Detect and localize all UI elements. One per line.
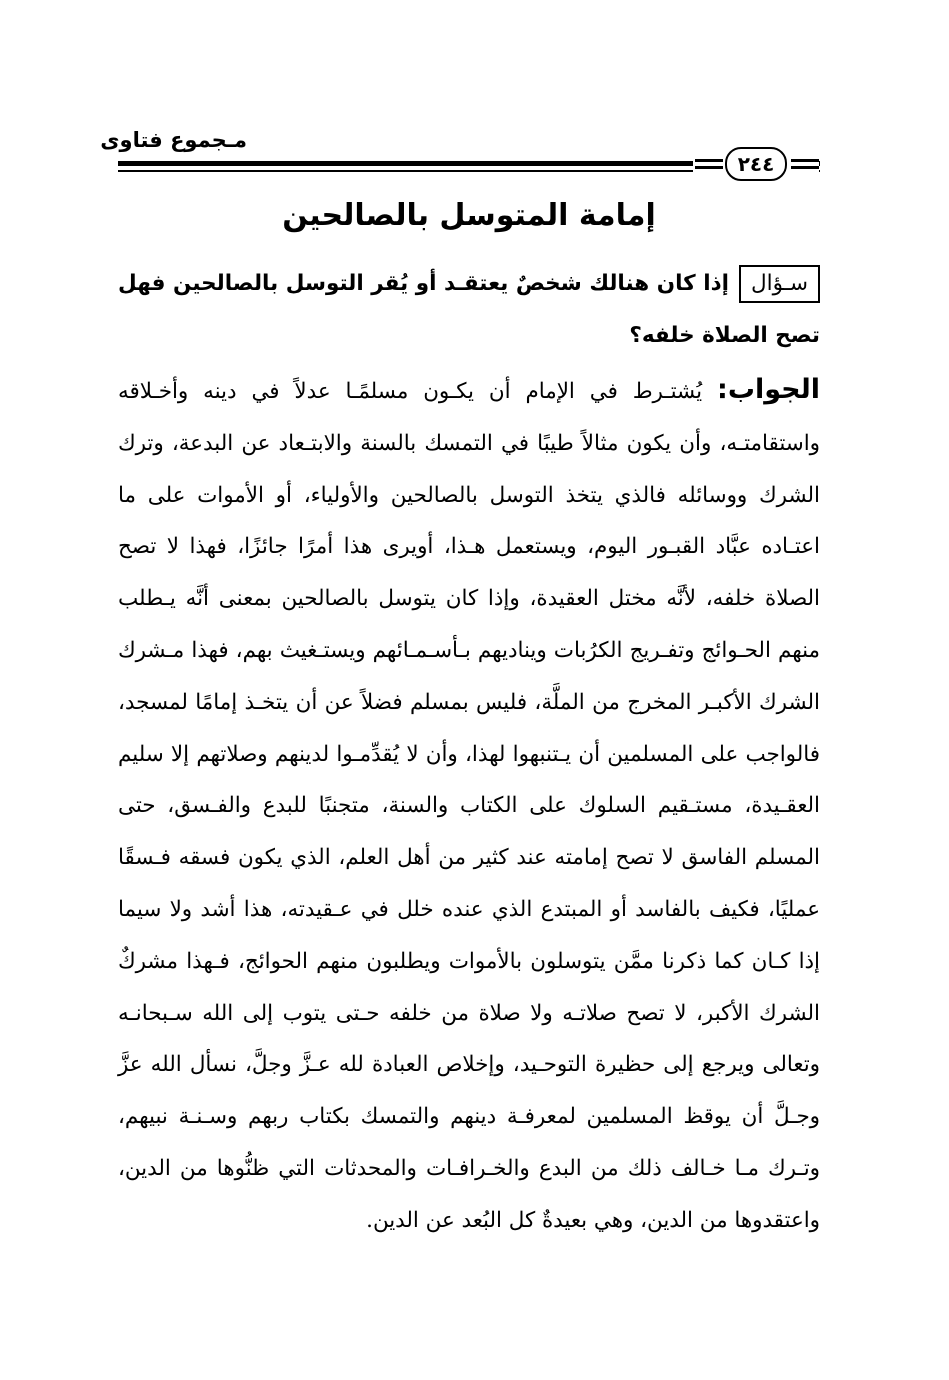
- answer-block: [118, 364, 820, 1247]
- question-label: سـؤال: [739, 265, 820, 303]
- ornament-lines-right: [791, 159, 819, 169]
- answer-text: يُشتـرط في الإمام أن يكـون مسلمًـا عدلاً في دينه وأخـلاقه واستقامتـه، وأن يكون مثالاً طيبًا في التمسك بالسنة والابتـعاد عن البدعة، وترك الشرك ووسائله فالذي يتخذ التوسل بالصالحين والأولياء، أو الأموات على ما اعتـاده عبَّاد القبـور اليوم، ويستعمل هـذا، أويرى هذا أمرًا جائزًا، فهذا لا تصح الصلاة خلفه، لأنَّه مختل العقيدة، وإذا كان يتوسل بالصالحين بمعنى أنَّه يـطلب منهم الحـوائج وتفـريج الكرُبات ويناديهم بـأسـمـائهم ويستـغيث بهم، فهذا مـشرك الشرك الأكبـر المخرج من الملَّة، فليس بمسلم فضلاً عن أن يتخـذ إمامًا لمسجد، فالواجب على المسلمين أن يـتنبهوا لهذا، وأن لا يُقدِّمـوا لدينهم وصلاتهم إلا سليم العقـيدة، مستـقيم السلوك على الكتاب والسنة، متجنبًا للبدع والفـسق، حتى المسلم الفاسق لا تصح إمامته عند كثير من أهل العلم، الذي يكون فسقه فـسقًا عمليًا، فكيف بالفاسد أو المبتدع الذي عنده خلل في عـقيدته، هذا أشد ولا سيما إذا كـان كما ذكرنا ممَّن يتوسلون بالأموات ويطلبون منهم الحوائج، فـهذا مشركٌ الشرك الأكبر، لا تصح صلاتـه ولا صلاة من خلفه حـتى يتوب إلى الله سـبحانـه وتعالى ويرجع إلى حظيرة التوحـيد، وإخلاص العبادة لله عـزَّ وجلَّ، نسأل الله عزَّ وجـلَّ أن يوقظ المسلمين لمعرفـة دينهم والتمسك بكتاب ربهم وسـنـة نبيهم، وتـرك مـا خـالف ذلك من البدع والخـرافـات والمحدثات التي ظنُّوها من الدين، واعتقدوها من الدين، وهي بعيدةٌ كل البُعد عن الدين.: [118, 379, 820, 1233]
- running-title: مـجموع فتاوى: [100, 128, 247, 152]
- question-text: إذا كان هنالك شخصٌ يعتقـد أو يُقر التوسل بالصالحين فهل تصح الصلاة خلفه؟: [118, 271, 820, 348]
- answer-label: الجواب:: [717, 374, 820, 405]
- page-number-ornament: [693, 146, 819, 182]
- article-title: إمامة المتوسل بالصالحين: [282, 198, 656, 233]
- question-block: [118, 258, 820, 362]
- page-number: ٢٤٤: [725, 147, 787, 181]
- ornament-lines-left: [695, 159, 723, 169]
